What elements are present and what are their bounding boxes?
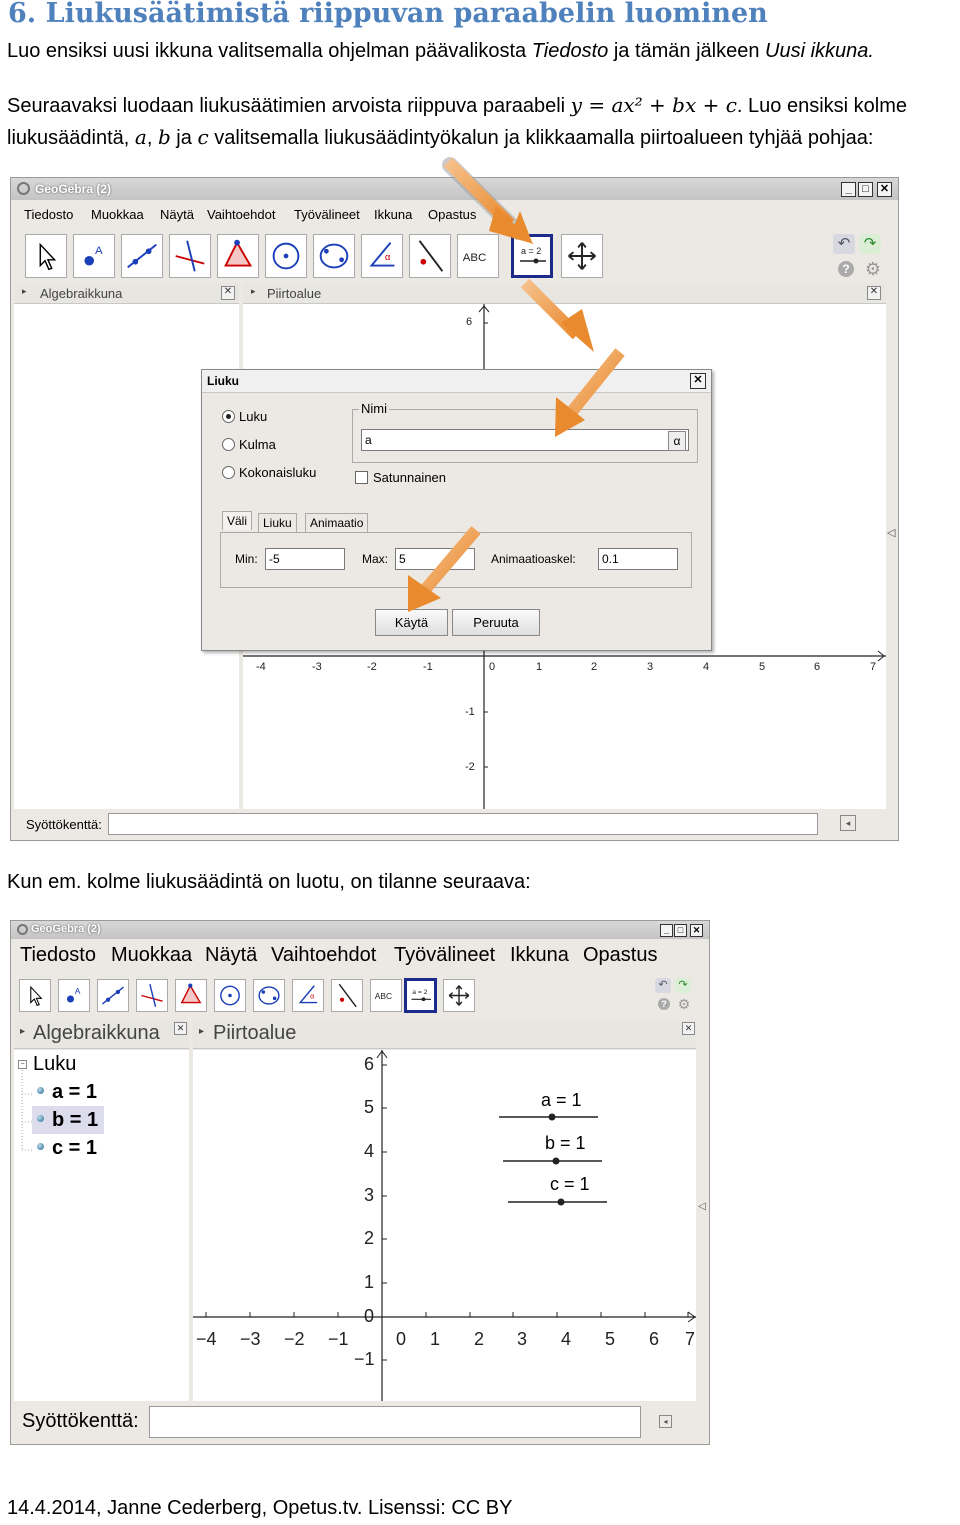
close-algebra-icon[interactable]: ✕ [174,1022,187,1035]
arrow-icon [448,162,534,244]
x-tick-label: −1 [328,1329,349,1349]
input-bar [14,1403,706,1441]
menu-tools[interactable]: Työvälineet [294,207,360,222]
y-tick-label: 6 [364,1054,375,1074]
annotation-arrows [0,0,960,700]
page-footer: 14.4.2014, Janne Cederberg, Opetus.tv. Lisenssi: CC BY [7,1497,513,1519]
var-c: c [197,125,209,149]
x-tick-label: 5 [759,661,766,673]
x-tick-label: −3 [240,1329,261,1349]
y-tick-label: -1 [465,706,475,718]
close-algebra-icon[interactable]: ✕ [221,286,235,300]
minimize-button[interactable]: _ [660,924,673,937]
min-input[interactable]: -5 [265,548,345,570]
cancel-button[interactable]: Peruuta [452,609,540,636]
input-help-icon[interactable]: ◂ [840,815,856,831]
menu-tools[interactable]: Työvälineet [394,944,496,966]
arrow-icon [555,352,620,437]
x-tick-label: 1 [536,661,543,673]
max-label: Max: [362,552,389,566]
y-tick-label: 0 [364,1306,375,1326]
close-graphics-icon[interactable]: ✕ [867,286,881,300]
menu-options[interactable]: Vaihtoehdot [207,207,276,222]
algebra-panel-title: Algebraikkuna [33,1022,160,1044]
conjunction: ja [170,127,198,149]
settings-gear-icon[interactable]: ⚙ [864,259,882,279]
tab-slider[interactable]: Liuku [258,513,297,532]
help-icon[interactable]: ? [658,998,670,1010]
collapse-icon[interactable]: − [18,1060,27,1069]
sidebar-toggle-icon[interactable]: ◁ [887,527,896,539]
redo-icon[interactable]: ↷ [859,234,881,254]
slider-tool-icon[interactable] [404,978,437,1013]
y-tick-label: 1 [364,1272,375,1292]
radio-integer-label: Kokonaisluku [239,465,317,480]
menu-window[interactable]: Ikkuna [374,207,413,222]
panel-menu-arrow-icon[interactable]: ▸ [199,1026,205,1037]
text-tool-icon[interactable] [370,979,402,1012]
sidebar-toggle-icon[interactable]: ◁ [698,1201,706,1212]
close-button[interactable]: ✕ [877,182,892,197]
y-tick-label: −1 [354,1349,375,1369]
close-graphics-icon[interactable]: ✕ [682,1022,695,1035]
menu-name-file: Tiedosto [531,40,609,62]
x-tick-label: 0 [489,661,496,673]
intro-text-2: ja tämän jälkeen [608,40,766,62]
point-tool-icon[interactable] [58,979,90,1012]
max-input[interactable]: 5 [395,548,475,570]
tree-root-label: Luku [33,1053,77,1075]
y-tick-label: 4 [364,1141,375,1161]
menu-name-new-window: Uusi ikkuna. [765,40,874,62]
visibility-dot-icon[interactable] [37,1087,44,1094]
undo-icon[interactable]: ↶ [833,234,855,254]
input-field[interactable] [108,813,818,835]
slider-tool-label: a = 2 [412,989,428,996]
x-tick-label: 7 [685,1329,696,1349]
x-tick-label: 6 [814,661,821,673]
coordinate-axes [193,1050,696,1401]
algebra-panel-title: Algebraikkuna [40,286,123,301]
menu-bar [11,941,709,971]
input-help-icon[interactable]: ◂ [659,1415,672,1428]
move-view-tool-icon[interactable] [443,979,475,1012]
y-tick-label: 2 [364,1228,375,1248]
x-tick-label: −2 [284,1329,305,1349]
graphics-panel-header [193,1020,696,1049]
instruction-text-3: liukusäädintä, [7,127,135,149]
settings-gear-icon[interactable]: ⚙ [677,996,691,1012]
page-heading: 6. Liukusäätimistä riippuvan paraabelin luominen [8,0,768,29]
help-icon[interactable]: ? [838,261,854,277]
graphics-view[interactable] [193,1050,696,1401]
panel-menu-arrow-icon[interactable]: ▸ [22,286,27,296]
step-label: Animaatioaskel: [491,552,576,566]
comma: , [146,127,158,149]
between-paragraph: Kun em. kolme liukusäädintä on luotu, on tilanne seuraava: [7,871,531,893]
x-tick-label: -2 [367,661,377,673]
window-title: GeoGebra (2) [35,182,112,196]
tree-item-b[interactable]: b = 1 [52,1109,99,1131]
x-tick-label: 4 [561,1329,572,1349]
var-a: a [134,125,147,149]
menu-file[interactable]: Tiedosto [24,207,74,222]
svg-text:α: α [310,993,315,1001]
parabola-formula: y = ax² + bx + c [570,93,737,117]
greek-letter-button[interactable]: α [668,431,686,451]
arrow-icon [525,283,594,352]
menu-file[interactable]: Tiedosto [20,944,96,966]
var-b: b [157,125,171,149]
input-bar-label: Syöttökenttä: [26,817,102,832]
instruction-text-2: . Luo ensiksi kolme [736,95,907,117]
menu-view[interactable]: Näytä [205,944,258,966]
title-bar [11,921,709,939]
svg-text:α: α [384,251,391,263]
name-group-label: Nimi [361,401,387,416]
svg-text:A: A [74,986,81,997]
menu-help[interactable]: Opastus [583,944,658,966]
graphics-panel-title: Piirtoalue [267,286,322,301]
x-tick-label: 7 [870,661,877,673]
maximize-button[interactable]: □ [858,182,873,197]
move-tool-icon[interactable] [19,979,51,1012]
slider-b-handle [553,1158,560,1165]
x-tick-label: −4 [196,1329,217,1349]
x-tick-label: 3 [647,661,654,673]
x-tick-label: 5 [605,1329,616,1349]
slider-a-handle [549,1114,556,1121]
menu-window[interactable]: Ikkuna [510,944,569,966]
instruction-text: Seuraavaksi luodaan liukusäätimien arvoista riippuva paraabeli [7,95,571,117]
svg-text:A: A [94,245,103,258]
menu-options[interactable]: Vaihtoehdot [271,944,377,966]
panel-menu-arrow-icon[interactable]: ▸ [251,286,256,296]
undo-icon[interactable]: ↶ [655,978,671,993]
tree-item-c[interactable]: c = 1 [52,1137,98,1159]
x-tick-label: -3 [312,661,322,673]
x-tick-label: -4 [256,661,266,673]
name-input-value: a [365,433,372,447]
angle-tool-icon[interactable] [292,979,324,1012]
tab-interval[interactable]: Väli [222,511,252,530]
x-tick-label: 2 [474,1329,485,1349]
toolbar [11,975,709,1017]
slider-c-label[interactable]: c = 1 [550,1174,590,1194]
step-input[interactable]: 0.1 [598,548,678,570]
panel-menu-arrow-icon[interactable]: ▸ [20,1026,26,1037]
reflect-tool-icon[interactable] [331,979,363,1012]
close-button[interactable]: ✕ [690,924,703,937]
visibility-dot-icon[interactable] [37,1115,44,1122]
intro-text: Luo ensiksi uusi ikkuna valitsemalla ohjelman päävalikosta [7,40,532,62]
y-tick-label: 5 [364,1097,375,1117]
y-tick-label: 3 [364,1185,375,1205]
input-field[interactable] [149,1406,641,1438]
radio-number-label: Luku [239,409,268,424]
y-tick-label: 6 [466,316,473,328]
dialog-close-button[interactable]: ✕ [690,373,706,389]
visibility-dot-icon[interactable] [37,1143,44,1150]
x-tick-label: 4 [703,661,710,673]
slider-a-label[interactable]: a = 1 [541,1090,582,1110]
x-tick-label: 3 [517,1329,528,1349]
maximize-button[interactable]: □ [674,924,687,937]
window-title: GeoGebra (2) [31,923,101,935]
y-tick-label: -2 [465,761,475,773]
redo-icon[interactable]: ↷ [675,978,691,993]
menu-edit[interactable]: Muokkaa [91,207,144,222]
graphics-panel-title: Piirtoalue [213,1022,297,1044]
slider-b-label[interactable]: b = 1 [545,1133,586,1153]
x-tick-label: 1 [430,1329,441,1349]
minimize-button[interactable]: _ [841,182,856,197]
x-tick-label: 2 [591,661,598,673]
random-checkbox-label: Satunnainen [373,470,447,485]
radio-angle-label: Kulma [239,437,276,452]
x-tick-label: 0 [396,1329,407,1349]
polygon-tool-icon[interactable] [175,979,207,1012]
circle-tool-icon[interactable] [214,979,246,1012]
line-tool-icon[interactable] [97,979,129,1012]
x-tick-label: 6 [649,1329,660,1349]
ellipse-tool-icon[interactable] [253,979,285,1012]
apply-button[interactable]: Käytä [375,609,448,636]
perpendicular-tool-icon[interactable] [136,979,168,1012]
instruction-text-4: valitsemalla liukusäädintyökalun ja klikkaamalla piirtoalueen tyhjää pohjaa: [208,127,874,149]
tree-item-a[interactable]: a = 1 [52,1081,98,1103]
x-tick-label: -1 [423,661,433,673]
text-tool-label: ABC [462,251,487,264]
geogebra-icon [17,924,28,935]
input-bar-label: Syöttökenttä: [22,1410,139,1432]
slider-c-handle [558,1199,565,1206]
dialog-title: Liuku [207,374,239,388]
tab-animation[interactable]: Animaatio [305,513,368,532]
arrow-icon [408,530,476,612]
slider-tool-label: a = 2 [521,246,542,256]
menu-edit[interactable]: Muokkaa [111,944,193,966]
algebra-panel-header [14,1020,189,1049]
algebra-view[interactable] [14,1050,189,1401]
menu-help[interactable]: Opastus [428,207,477,222]
menu-view[interactable]: Näytä [160,207,194,222]
geogebra-window-2 [10,920,710,1445]
text-tool-label: ABC [374,991,393,1002]
input-bar [14,810,894,838]
min-label: Min: [235,552,258,566]
